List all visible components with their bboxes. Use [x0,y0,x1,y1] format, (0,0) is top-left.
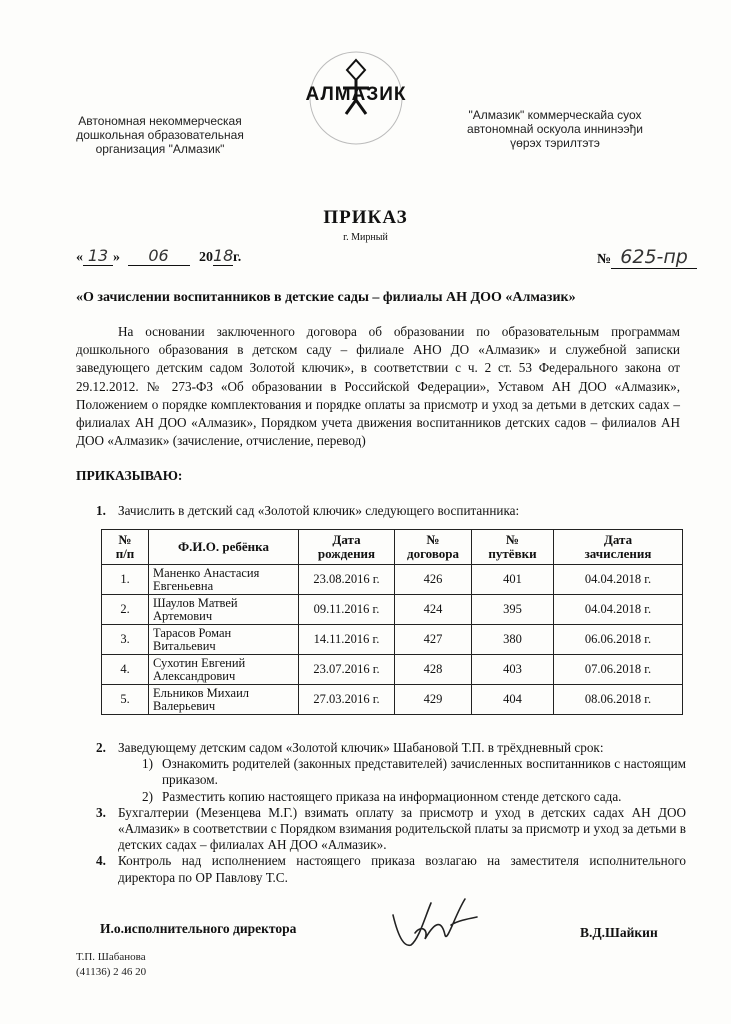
item-number: 2. [96,740,106,755]
org-name-line: үөрэх тэрилтэтэ [510,136,600,150]
order-items [96,740,686,886]
order-item-1 [96,503,519,519]
cell-contract: 428 [395,655,472,685]
col-header-enroll: Дата зачисления [554,530,683,565]
org-name-line: организация "Алмазик" [95,142,225,156]
date-year-suffix: 18 [213,246,234,265]
order-subitem-2 [96,789,686,805]
cell-enroll: 04.04.2018 г. [554,595,683,625]
date-day: 13 [83,246,113,266]
table-header-row [102,530,683,565]
table-row [102,655,683,685]
number-value: 625-пр [611,246,697,269]
cell-number: 4. [102,655,149,685]
date-year-mark: г. [233,250,242,265]
subitem-number: 2) [142,788,153,804]
order-number [597,246,697,269]
cell-fio: Маненко Анастасия Евгеньевна [149,565,299,595]
item-text: Зачислить в детский сад «Золотой ключик» следующего воспитанника: [118,503,520,518]
cell-enroll: 04.04.2018 г. [554,565,683,595]
org-name-line: дошкольная образовательная [76,128,244,142]
table-row [102,625,683,655]
org-name-russian [60,114,260,156]
executor-phone: (41136) 2 46 20 [76,966,147,978]
cell-fio: Тарасов Роман Витальевич [149,625,299,655]
cell-number: 1. [102,565,149,595]
order-item-2 [96,740,686,756]
order-item-3 [96,805,686,854]
cell-birth: 27.03.2016 г. [299,685,395,715]
table-row [102,685,683,715]
order-word: ПРИКАЗЫВАЮ: [76,468,183,483]
enrollment-table [101,529,683,715]
subitem-number: 1) [142,756,153,772]
org-name-line: автономнай оскуола иннинээђи [467,122,643,136]
date-month: 06 [128,246,190,266]
cell-enroll: 06.06.2018 г. [554,625,683,655]
org-name-line: Автономная некоммерческая [78,114,242,128]
cell-contract: 429 [395,685,472,715]
subitem-text: Ознакомить родителей (законных представителей) зачисленных воспитанников с настоящим приказом. [162,756,686,788]
cell-voucher: 395 [472,595,554,625]
col-header-fio: Ф.И.О. ребёнка [149,530,299,565]
cell-voucher: 403 [472,655,554,685]
cell-birth: 09.11.2016 г. [299,595,395,625]
org-logo [281,44,431,152]
number-label: № [597,252,612,267]
cell-birth: 14.11.2016 г. [299,625,395,655]
preamble-paragraph: На основании заключенного договора об образовании по образовательным программам дошкольного образования в детском саду – филиале АНО ДО «Алмазик» и служебной записки заведующего детским садом Золотой ключик», в соответствии с ч. 2 ст. 53 Федерального закона от 29.12.2012. № 273-ФЗ «Об образовании в Российской Федерации», Уставом АН ДОО «Алмазик», Положением о порядке комплектования и порядке оплаты за присмотр и уход за детьми в детских садах – филиалах АН ДОО «Алмазик», Порядком учета движения воспитанников детских садов – филиалов АН ДОО «Алмазик» (зачисление, отчисление, перевод) [76,324,680,449]
quote-close: » [113,250,120,265]
cell-fio: Ельников Михаил Валерьевич [149,685,299,715]
col-header-contract: № договора [395,530,472,565]
document-title: ПРИКАЗ [323,207,408,228]
cell-number: 5. [102,685,149,715]
document-city: г. Мирный [343,232,388,243]
org-name-line: "Алмазик" коммерческайа суох [468,108,642,122]
signatory-name: В.Д.Шайкин [580,925,658,940]
executor-info [76,950,146,980]
logo-text: АЛМАЗИК [305,84,407,105]
cell-fio: Шаулов Матвей Артемович [149,595,299,625]
quote-open: « [76,250,83,265]
cell-contract: 426 [395,565,472,595]
order-subject: «О зачислении воспитанников в детские сады – филиалы АН ДОО «Алмазик» [76,290,576,305]
item-number: 1. [96,503,106,518]
item-text: Бухгалтерии (Мезенцева М.Г.) взимать оплату за присмотр и уход в детских садах АН ДОО «Алмазик» в соответствии с Порядком взимания родительской платы за присмотр и уход за детьми в детских садах – филиалах АН ДОО «Алмазик». [118,804,686,853]
item-text: Контроль над исполнением настоящего приказа возлагаю на заместителя исполнительного директора по ОР Павлову Т.С. [118,853,686,885]
table-row [102,595,683,625]
col-header-number: № п/п [102,530,149,565]
col-header-birth: Дата рождения [299,530,395,565]
cell-contract: 424 [395,595,472,625]
cell-number: 2. [102,595,149,625]
cell-contract: 427 [395,625,472,655]
item-number: 4. [96,853,106,869]
item-text: Заведующему детским садом «Золотой ключик» Шабановой Т.П. в трёхдневный срок: [118,740,604,755]
order-date [76,246,241,266]
order-subitem-1 [96,756,686,788]
cell-voucher: 401 [472,565,554,595]
cell-voucher: 380 [472,625,554,655]
org-name-yakut [455,108,655,150]
cell-enroll: 08.06.2018 г. [554,685,683,715]
cell-enroll: 07.06.2018 г. [554,655,683,685]
subitem-text: Разместить копию настоящего приказа на информационном стенде детского сада. [162,788,622,804]
cell-birth: 23.07.2016 г. [299,655,395,685]
cell-number: 3. [102,625,149,655]
order-item-4 [96,853,686,885]
col-header-voucher: № путёвки [472,530,554,565]
cell-fio: Сухотин Евгений Александрович [149,655,299,685]
signatory-title: И.о.исполнительного директора [100,921,297,936]
item-number: 3. [96,804,106,820]
table-row [102,565,683,595]
cell-voucher: 404 [472,685,554,715]
date-year-prefix: 20 [199,250,213,265]
cell-birth: 23.08.2016 г. [299,565,395,595]
executor-name: Т.П. Шабанова [76,951,146,963]
handwritten-signature-icon [385,895,485,955]
